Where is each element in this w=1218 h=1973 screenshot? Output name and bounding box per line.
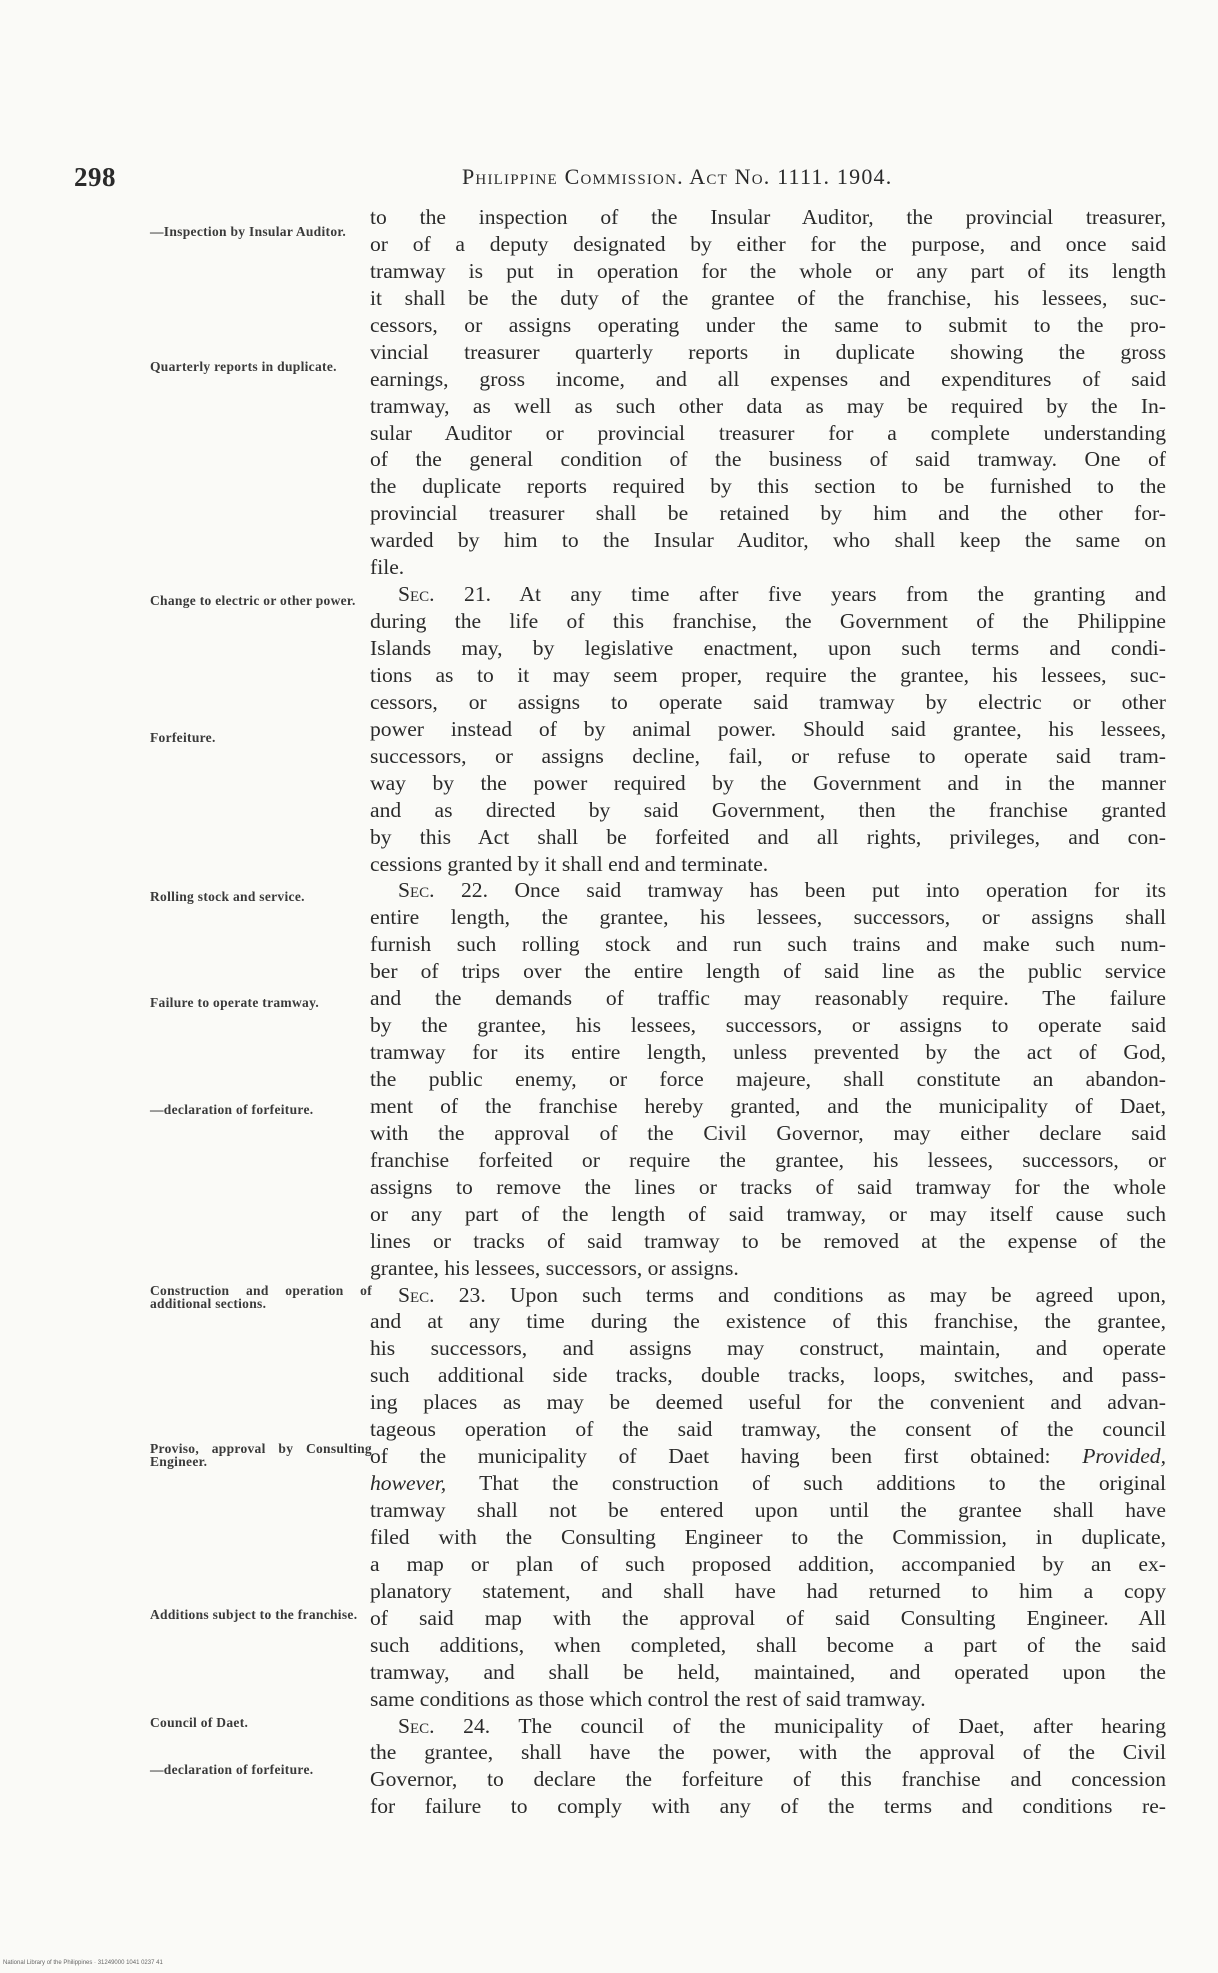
text-line: cessors, or assigns operating under the same to submit to the pro- xyxy=(370,312,1166,337)
section-number: Sec. 21. xyxy=(398,582,492,607)
section-22-line xyxy=(370,877,1166,904)
marginal-note-council: Council of Daet. xyxy=(150,1715,249,1730)
section-number: Sec. 23. xyxy=(398,1282,486,1307)
text-line: tramway for its entire length, unless prevented by the act of God, xyxy=(370,1040,1166,1065)
text-line: ing places as may be deemed useful for the convenient and advan- xyxy=(370,1390,1166,1415)
text-line: a map or plan of such proposed addition, accompanied by an ex- xyxy=(370,1551,1166,1576)
text-line: provincial treasurer shall be retained by him and the other for- xyxy=(370,501,1166,526)
text-line: with the approval of the Civil Governor, may either declare said xyxy=(370,1120,1166,1145)
line-text: of the municipality of Daet having been first obtained: xyxy=(370,1444,1051,1469)
marginal-note-declaration-forfeiture: —declaration of forfeiture. xyxy=(150,1102,314,1117)
marginal-note-construction: Construction and operation of additional sections. xyxy=(150,1283,372,1311)
text-line: lines or tracks of said tramway to be removed at the expense of the xyxy=(370,1228,1166,1253)
text-line: or of a deputy designated by either for the purpose, and once said xyxy=(370,231,1166,256)
text-line: ment of the franchise hereby granted, and the municipality of Daet, xyxy=(370,1093,1166,1118)
page-number: 298 xyxy=(74,162,116,192)
text-line: such additional side tracks, double tracks, loops, switches, and pass- xyxy=(370,1363,1166,1388)
text-line: sular Auditor or provincial treasurer for a complete understanding xyxy=(370,420,1166,445)
text-line: cessors, or assigns to operate said tramway by electric or other xyxy=(370,689,1166,714)
text-line: by the grantee, his lessees, successors, or assigns to operate said xyxy=(370,1013,1166,1038)
text-line: the grantee, shall have the power, with the approval of the Civil xyxy=(370,1740,1166,1765)
body-text xyxy=(370,204,1166,1820)
proviso-continued: however, xyxy=(370,1471,447,1496)
text-line: way by the power required by the Government and in the manner xyxy=(370,770,1166,795)
text-line: for failure to comply with any of the terms and conditions re- xyxy=(370,1794,1166,1819)
text-line: file. xyxy=(370,555,405,580)
text-line: the public enemy, or force majeure, shall constitute an abandon- xyxy=(370,1067,1166,1091)
text-line xyxy=(370,1470,1166,1497)
text-line: tions as to it may seem proper, require the grantee, his lessees, suc- xyxy=(370,662,1166,687)
text-line: ber of trips over the entire length of said line as the public service xyxy=(370,959,1166,984)
text-line: furnish such rolling stock and run such trains and make such num- xyxy=(370,932,1166,957)
marginal-note-inspection: —Inspection by Insular Auditor. xyxy=(150,224,347,239)
marginal-note-failure-to-operate: Failure to operate tramway. xyxy=(150,995,320,1010)
text-line: tramway shall not be entered upon until the grantee shall have xyxy=(370,1498,1166,1522)
section-number: Sec. 24. xyxy=(398,1713,491,1738)
text-line: it shall be the duty of the grantee of the franchise, his lessees, suc- xyxy=(370,285,1166,310)
proviso-text: Provided, xyxy=(1082,1444,1166,1469)
section-24-line xyxy=(370,1713,1166,1740)
text-line: the duplicate reports required by this section to be furnished to the xyxy=(370,474,1166,499)
text-line: Islands may, by legislative enactment, upon such terms and condi- xyxy=(370,636,1166,660)
text-line: successors, or assigns decline, fail, or refuse to operate said tram- xyxy=(370,743,1166,768)
text-line: of said map with the approval of said Consulting Engineer. All xyxy=(370,1605,1166,1630)
text-line: same conditions as those which control the rest of said tramway. xyxy=(370,1686,926,1711)
line-text: At any time after five years from the granting and xyxy=(519,582,1167,607)
text-line: tageous operation of the said tramway, the consent of the council xyxy=(370,1417,1166,1442)
text-line: such additions, when completed, shall become a part of the said xyxy=(370,1632,1166,1657)
marginal-note-change-power: Change to electric or other power. xyxy=(150,593,356,608)
line-text: That the construction of such additions to the original xyxy=(479,1471,1167,1496)
text-line: by this Act shall be forfeited and all rights, privileges, and con- xyxy=(370,824,1166,849)
marginal-note-additions: Additions subject to the franchise. xyxy=(150,1607,358,1622)
marginal-note-quarterly-reports: Quarterly reports in duplicate. xyxy=(150,359,337,374)
text-line: grantee, his lessees, successors, or assigns. xyxy=(370,1255,739,1280)
marginal-note-rolling-stock: Rolling stock and service. xyxy=(150,889,305,904)
line-text: The council of the municipality of Daet, after hearing xyxy=(518,1713,1166,1738)
marginal-note-declaration-forfeiture-2: —declaration of forfeiture. xyxy=(150,1762,314,1777)
text-line: tramway is put in operation for the whole or any part of its length xyxy=(370,258,1166,283)
text-line: franchise forfeited or require the grantee, his lessees, successors, or xyxy=(370,1147,1166,1172)
text-line: filed with the Consulting Engineer to the Commission, in duplicate, xyxy=(370,1524,1166,1549)
line-text: Once said tramway has been put into operation for its xyxy=(514,878,1167,903)
text-line: tramway, and shall be held, maintained, and operated upon the xyxy=(370,1659,1166,1684)
text-line: of the general condition of the business of said tramway. One of xyxy=(370,447,1166,472)
text-line: during the life of this franchise, the Government of the Philippine xyxy=(370,609,1166,634)
text-line: vincial treasurer quarterly reports in duplicate showing the gross xyxy=(370,339,1166,364)
section-21-line xyxy=(370,581,1166,608)
text-line: or any part of the length of said tramway, or may itself cause such xyxy=(370,1201,1166,1226)
text-line: and the demands of traffic may reasonably require. The failure xyxy=(370,986,1166,1011)
text-line: Governor, to declare the forfeiture of this franchise and concession xyxy=(370,1767,1166,1792)
scan-footer: National Library of the Philippines · 31249000 1041 0237 41 xyxy=(3,1960,163,1966)
text-line: entire length, the grantee, his lessees, successors, or assigns shall xyxy=(370,905,1166,930)
text-line: tramway, as well as such other data as may be required by the In- xyxy=(370,393,1166,418)
text-line: warded by him to the Insular Auditor, who shall keep the same on xyxy=(370,528,1166,553)
text-line: earnings, gross income, and all expenses and expenditures of said xyxy=(370,366,1166,391)
line-text: Upon such terms and conditions as may be agreed upon, xyxy=(509,1282,1166,1307)
section-number: Sec. 22. xyxy=(398,878,488,903)
section-23-line xyxy=(370,1282,1166,1309)
proviso-line xyxy=(370,1443,1166,1470)
text-line: his successors, and assigns may construct, maintain, and operate xyxy=(370,1336,1166,1361)
text-line: power instead of by animal power. Should said grantee, his lessees, xyxy=(370,716,1166,741)
marginal-note-proviso: Proviso, approval by Consulting Engineer. xyxy=(150,1441,372,1469)
text-line: and at any time during the existence of this franchise, the grantee, xyxy=(370,1309,1166,1334)
running-head: Philippine Commission. Act No. 1111. 1904. xyxy=(462,164,893,189)
text-line: to the inspection of the Insular Auditor, the provincial treasurer, xyxy=(370,205,1166,229)
marginal-note-forfeiture: Forfeiture. xyxy=(150,730,216,745)
text-line: and as directed by said Government, then the franchise granted xyxy=(370,797,1166,822)
text-line: planatory statement, and shall have had returned to him a copy xyxy=(370,1578,1166,1603)
text-line: cessions granted by it shall end and terminate. xyxy=(370,851,769,876)
text-line: assigns to remove the lines or tracks of said tramway for the whole xyxy=(370,1174,1166,1199)
